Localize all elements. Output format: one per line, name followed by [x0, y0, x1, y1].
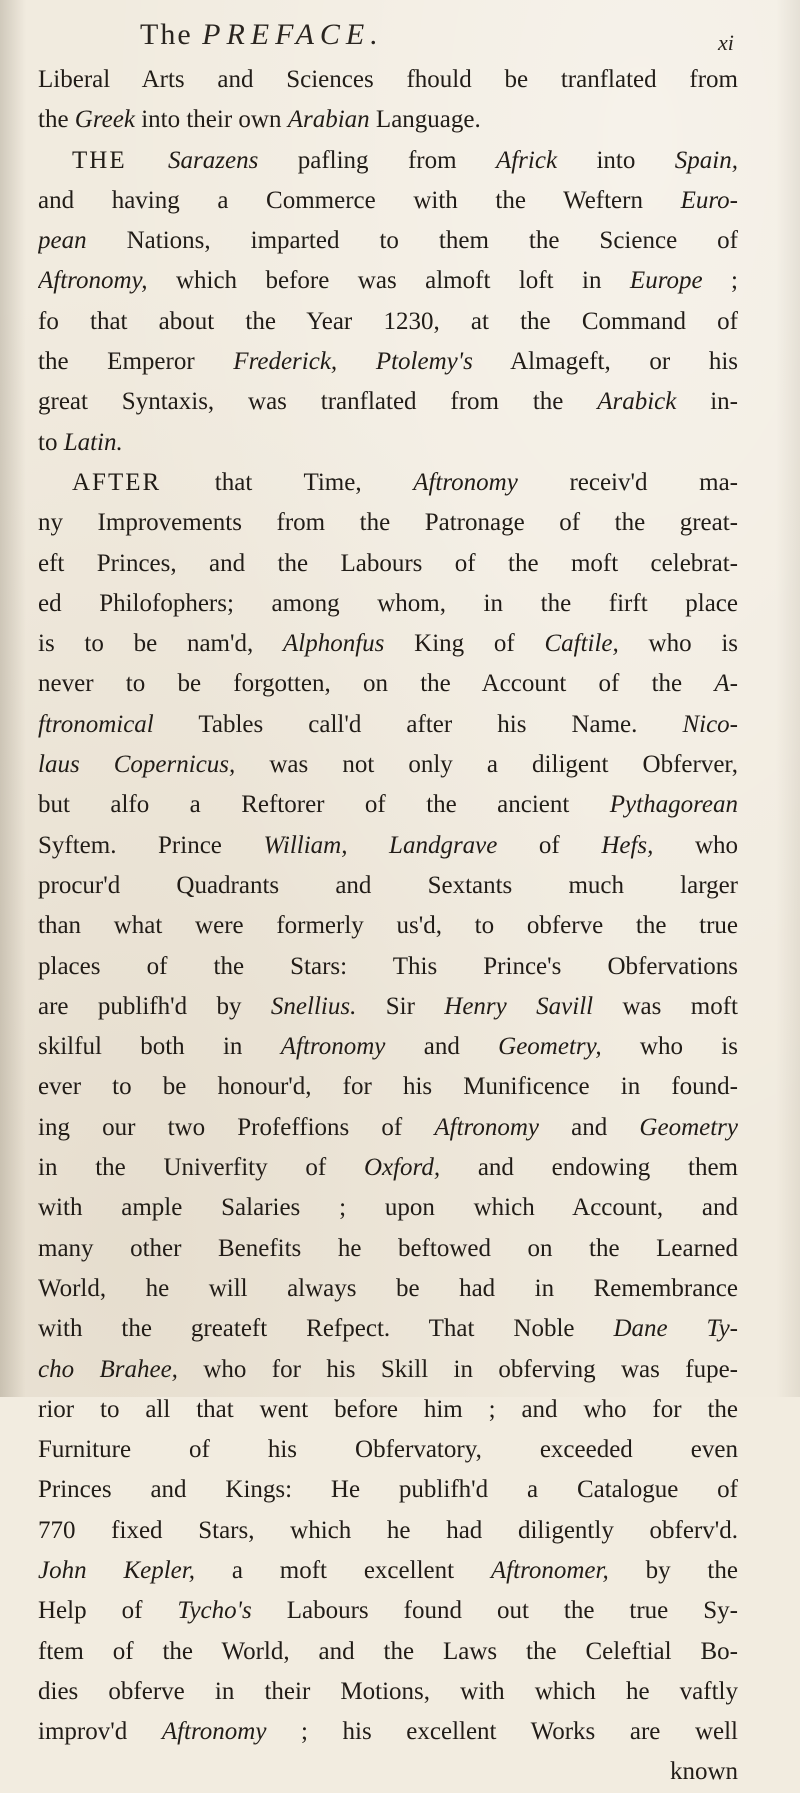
- text-line: [38, 221, 738, 261]
- text-segment: who is: [618, 630, 738, 658]
- text-line: [38, 1350, 738, 1390]
- text-line: [38, 866, 738, 906]
- italic-text: Aftronomy: [434, 1113, 540, 1141]
- text-segment: Labours found out the true Sy-: [251, 1597, 738, 1625]
- text-line: [38, 1027, 738, 1067]
- text-line: [38, 785, 738, 825]
- text-segment: fo that about the Year 1230, at the Command of: [38, 307, 738, 335]
- italic-text: Oxford,: [363, 1154, 441, 1182]
- text-line: [38, 423, 738, 463]
- italic-text: Sarazens: [168, 146, 259, 174]
- text-line: [38, 1591, 738, 1631]
- running-head-title: [140, 18, 740, 52]
- text-segment: THE: [72, 146, 169, 174]
- running-head-preface: PREFACE.: [202, 18, 384, 51]
- italic-text: laus Copernicus,: [38, 751, 236, 779]
- text-line: [38, 544, 738, 584]
- text-segment: of: [497, 831, 602, 859]
- italic-text: Aftronomy: [161, 1718, 267, 1746]
- page-number: xi: [718, 30, 734, 55]
- text-segment: that Time,: [214, 468, 414, 496]
- text-segment: who: [653, 831, 738, 859]
- text-segment: into their own: [134, 106, 288, 134]
- text-line: [38, 664, 738, 704]
- text-segment: the: [38, 106, 75, 134]
- text-segment: Tables call'd after his Name.: [153, 710, 683, 738]
- text-line: [38, 342, 738, 382]
- text-segment: procur'd Quadrants and Sextants much larger: [38, 871, 738, 899]
- italic-text: Frederick, Ptolemy's: [233, 348, 473, 376]
- text-line: [38, 1551, 738, 1591]
- text-segment: ing our two Profeffions of: [38, 1113, 435, 1141]
- italic-text: ftronomical: [38, 710, 154, 738]
- text-segment: ny Improvements from the Patronage of the great-: [38, 509, 738, 537]
- italic-text: Euro-: [680, 186, 738, 214]
- text-segment: never to be forgotten, on the Account of the: [38, 670, 715, 698]
- italic-text: Arabian: [287, 106, 370, 134]
- italic-text: John Kepler,: [38, 1556, 195, 1584]
- text-segment: pafling from: [258, 146, 496, 174]
- text-segment: is to be nam'd,: [38, 630, 283, 658]
- text-segment: the Emperor: [38, 348, 234, 376]
- text-segment: Sir: [356, 992, 445, 1020]
- text-line: [38, 100, 738, 140]
- italic-text: William, Landgrave: [263, 831, 498, 859]
- text-segment: many other Benefits he beftowed on the Learned: [38, 1234, 738, 1262]
- italic-text: Nico-: [682, 710, 738, 738]
- text-line: [38, 826, 738, 866]
- italic-text: Aftronomer,: [490, 1556, 609, 1584]
- text-line: [38, 1229, 738, 1269]
- text-segment: to: [38, 428, 64, 456]
- text-segment: Furniture of his Obfervatory, exceeded even: [38, 1436, 738, 1464]
- text-segment: Nations, imparted to them the Science of: [86, 227, 738, 255]
- text-line: [38, 745, 738, 785]
- text-line: [38, 987, 738, 1027]
- text-line: [38, 1712, 738, 1752]
- text-line: [38, 382, 738, 422]
- text-segment: ;: [702, 267, 738, 295]
- text-segment: World, he will always be had in Remembrance: [38, 1274, 738, 1302]
- text-segment: Liberal Arts and Sciences fhould be tranflated from: [38, 66, 738, 93]
- text-line: [38, 261, 738, 301]
- text-line: [38, 1269, 738, 1309]
- text-segment: than what were formerly us'd, to obferve the true: [38, 912, 738, 940]
- text-line: [38, 1148, 738, 1188]
- text-segment: eft Princes, and the Labours of the moft celebrat-: [38, 549, 738, 577]
- text-segment: ftem of the World, and the Laws the Celeftial Bo-: [38, 1637, 738, 1665]
- italic-text: Aftronomy: [280, 1033, 386, 1061]
- text-segment: ; his excellent Works are well: [266, 1718, 738, 1746]
- italic-text: Alphonfus: [283, 630, 385, 658]
- italic-text: A-: [714, 670, 738, 698]
- italic-text: pean: [38, 227, 87, 255]
- running-head: [0, 12, 800, 62]
- text-line: [38, 906, 738, 946]
- text-segment: known: [669, 1758, 738, 1786]
- text-line: [38, 1672, 738, 1712]
- text-segment: Language.: [369, 106, 481, 134]
- text-segment: receiv'd ma-: [517, 468, 738, 496]
- body-text: [38, 60, 738, 1793]
- text-line: [38, 1067, 738, 1107]
- text-segment: improv'd: [38, 1718, 162, 1746]
- italic-text: Geometry,: [498, 1033, 602, 1061]
- text-line: [38, 584, 738, 624]
- text-segment: rior to all that went before him ; and who for the: [38, 1395, 738, 1423]
- text-line: [38, 1430, 738, 1470]
- text-line: [38, 181, 738, 221]
- page-edge-shadow: [776, 0, 800, 1397]
- text-line: [38, 705, 738, 745]
- italic-text: Hefs,: [601, 831, 654, 859]
- italic-text: Greek: [74, 106, 135, 134]
- text-line: [38, 1470, 738, 1510]
- text-segment: with ample Salaries ; upon which Account, and: [38, 1194, 738, 1222]
- text-line: [38, 624, 738, 664]
- text-line: [38, 503, 738, 543]
- text-line: [38, 60, 738, 100]
- text-segment: are publifh'd by: [38, 992, 271, 1020]
- text-line: [38, 1632, 738, 1672]
- text-line: [38, 1108, 738, 1148]
- text-segment: which before was almoft loft in: [147, 267, 630, 295]
- text-line: [38, 1390, 738, 1430]
- text-segment: ever to be honour'd, for his Munificence in found-: [38, 1073, 738, 1101]
- text-segment: great Syntaxis, was tranflated from the: [38, 388, 598, 416]
- text-segment: ed Philofophers; among whom, in the firft place: [38, 589, 738, 617]
- text-line: [38, 1188, 738, 1228]
- text-segment: who for his Skill in obferving was fupe-: [177, 1355, 738, 1383]
- text-segment: and endowing them: [440, 1154, 738, 1182]
- text-segment: and having a Commerce with the Weftern: [38, 186, 681, 214]
- italic-text: Africk: [495, 146, 558, 174]
- text-segment: but alfo a Reftorer of the ancient: [38, 791, 610, 819]
- text-line: [38, 947, 738, 987]
- text-segment: into: [557, 146, 675, 174]
- italic-text: Aftronomy,: [38, 267, 148, 295]
- text-line: [38, 302, 738, 342]
- italic-text: Europe: [629, 267, 703, 295]
- text-segment: 770 fixed Stars, which he had diligently obferv'd.: [38, 1516, 738, 1544]
- text-segment: places of the Stars: This Prince's Obfervations: [38, 952, 738, 980]
- text-line: [38, 1752, 738, 1792]
- text-segment: skilful both in: [38, 1033, 281, 1061]
- italic-text: Dane Ty-: [613, 1315, 738, 1343]
- text-segment: and: [539, 1113, 640, 1141]
- text-segment: in the Univerfity of: [38, 1154, 364, 1182]
- text-line: [38, 1309, 738, 1349]
- text-segment: with the greateft Refpect. That Noble: [38, 1315, 614, 1343]
- text-segment: was moft: [593, 992, 738, 1020]
- text-segment: Help of: [38, 1597, 178, 1625]
- text-segment: Princes and Kings: He publifh'd a Catalogue of: [38, 1476, 738, 1504]
- text-segment: a moft excellent: [194, 1556, 491, 1584]
- text-segment: and: [385, 1033, 499, 1061]
- italic-text: Henry Savill: [444, 992, 594, 1020]
- text-line: [38, 463, 738, 503]
- text-segment: in-: [676, 388, 738, 416]
- text-segment: dies obferve in their Motions, with which he vaftly: [38, 1677, 738, 1705]
- italic-text: Pythagorean: [609, 791, 738, 819]
- text-segment: who is: [601, 1033, 738, 1061]
- text-line: [38, 141, 738, 181]
- italic-text: Caftile,: [544, 630, 619, 658]
- text-segment: King of: [384, 630, 545, 658]
- italic-text: Aftronomy: [413, 468, 518, 496]
- italic-text: Geometry: [639, 1113, 738, 1141]
- gutter-shadow: [0, 0, 26, 1397]
- italic-text: Tycho's: [177, 1597, 252, 1625]
- text-segment: was not only a diligent Obferver,: [235, 751, 738, 779]
- running-head-the: The: [140, 18, 193, 51]
- text-segment: Almageft, or his: [472, 348, 738, 376]
- italic-text: Latin.: [63, 428, 123, 456]
- italic-text: Arabick: [597, 388, 677, 416]
- text-segment: AFTER: [72, 468, 215, 496]
- text-segment: Syftem. Prince: [38, 831, 264, 859]
- text-line: [38, 1511, 738, 1551]
- italic-text: Snellius.: [270, 992, 357, 1020]
- italic-text: Spain,: [674, 146, 738, 174]
- italic-text: cho Brahee,: [38, 1355, 178, 1383]
- text-segment: by the: [608, 1556, 738, 1584]
